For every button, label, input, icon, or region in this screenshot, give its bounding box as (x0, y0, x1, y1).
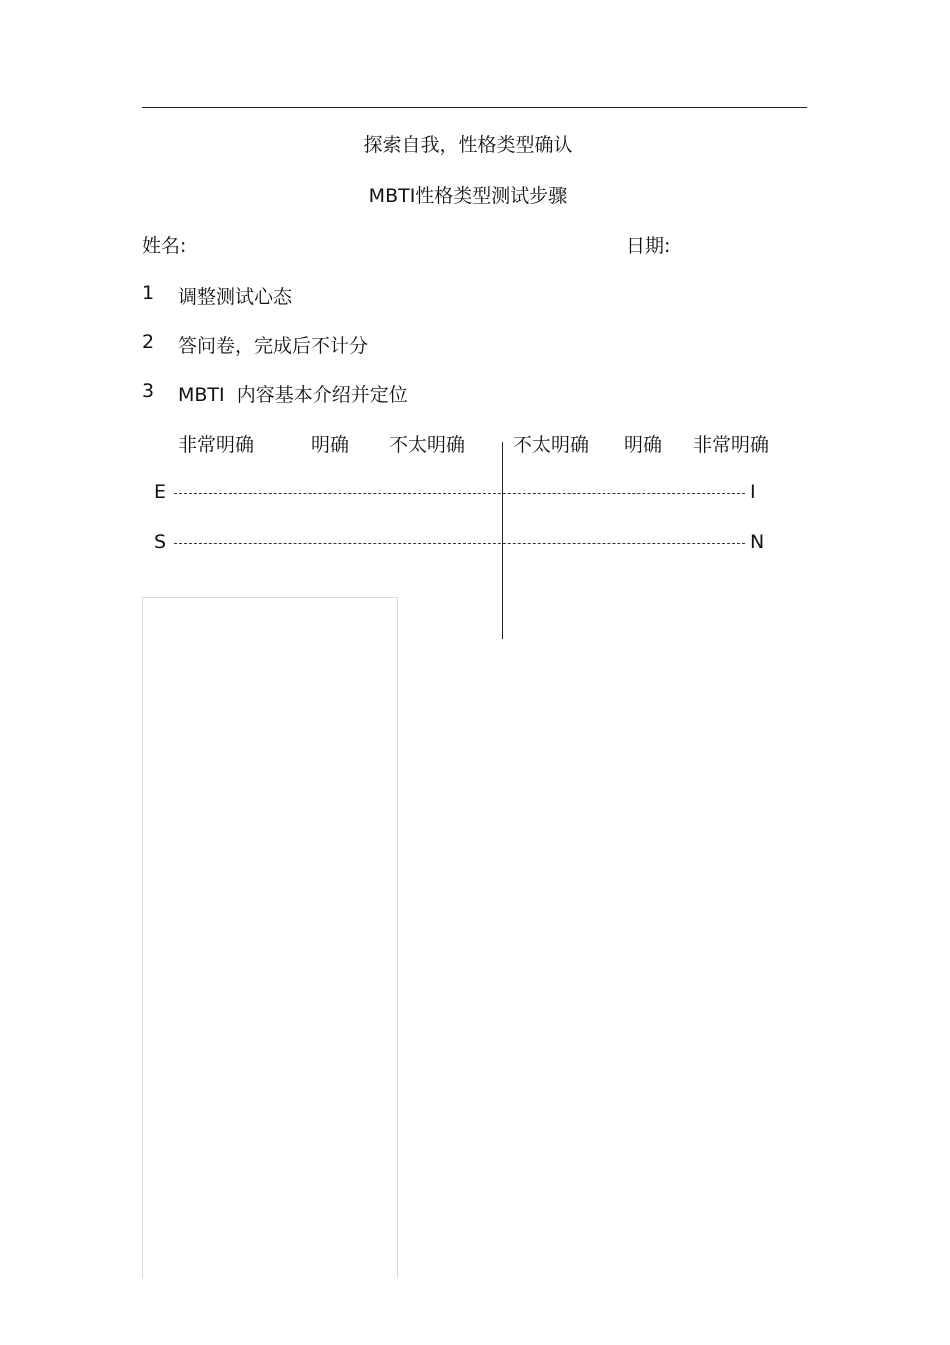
step-number: 2 (142, 331, 155, 353)
scale-header-clear-left: 明确 (311, 434, 350, 456)
scale-header-unclear-left: 不太明确 (389, 434, 466, 456)
axis-right-letter: I (750, 481, 756, 503)
name-label: 姓名: (142, 235, 187, 257)
top-horizontal-rule (142, 107, 807, 108)
axis-row-s-n (154, 531, 774, 555)
axis-dashed-line (174, 543, 745, 544)
scale-header-very-clear-left: 非常明确 (178, 434, 255, 456)
step-text: 调整测试心态 (178, 286, 293, 308)
scale-header-very-clear-right: 非常明确 (693, 434, 770, 456)
document-subtitle: MBTI性格类型测试步骤 (368, 185, 568, 207)
document-title: 探索自我，性格类型确认 (363, 134, 573, 156)
step-number: 3 (142, 380, 155, 402)
date-label: 日期: (626, 235, 671, 257)
scale-header-clear-right: 明确 (624, 434, 663, 456)
axis-row-e-i (154, 481, 774, 505)
blank-side-box (142, 597, 398, 1278)
axis-right-letter: N (750, 531, 765, 553)
step-text: MBTI 内容基本介绍并定位 (178, 384, 408, 406)
axis-left-letter: S (154, 531, 167, 553)
axis-dashed-line (174, 493, 745, 494)
scale-header-unclear-right: 不太明确 (513, 434, 590, 456)
axis-left-letter: E (154, 481, 167, 503)
step-number: 1 (142, 282, 155, 304)
step-text: 答问卷，完成后不计分 (178, 335, 369, 357)
